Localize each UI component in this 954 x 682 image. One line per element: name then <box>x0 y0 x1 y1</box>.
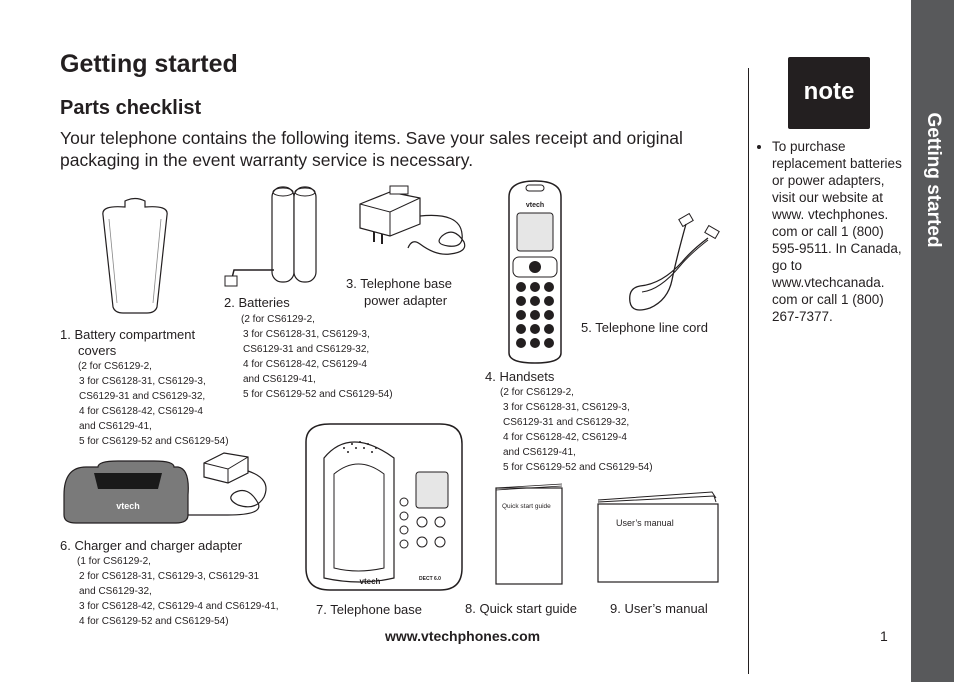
charger-illustration <box>58 445 288 530</box>
item-7-label: 7. Telephone base <box>316 602 423 617</box>
item-4-detail: and CS6129-41, <box>503 447 576 458</box>
item-4-detail: (2 for CS6129-2, <box>500 387 574 398</box>
item-6-label: 6. Charger and charger adapter <box>60 538 243 553</box>
item-6-detail: 4 for CS6129-52 and CS6129-54) <box>79 616 229 627</box>
item-3-label-cont: power adapter <box>364 293 448 308</box>
telephone-base-illustration <box>300 418 470 598</box>
item-1-detail: CS6129-31 and CS6129-32, <box>79 391 206 402</box>
item-3-label: 3. Telephone base <box>346 276 453 291</box>
item-6-detail: 3 for CS6128-42, CS6129-4 and CS6129-41, <box>79 601 279 612</box>
section-title: Parts checklist <box>60 97 202 119</box>
handset-brand: vtech <box>525 202 545 209</box>
quick-start-cover-text: Quick start guide <box>502 503 551 510</box>
page-number: 1 <box>880 628 888 644</box>
power-adapter-illustration <box>350 182 475 272</box>
item-5-label: 5. Telephone line cord <box>581 320 708 335</box>
side-tab-label: Getting started <box>922 112 944 248</box>
base-dect: DECT 6.0 <box>419 576 441 582</box>
quick-start-guide-illustration <box>494 482 566 586</box>
item-2-detail: 5 for CS6129-52 and CS6129-54) <box>243 389 393 400</box>
users-manual-cover-text: User’s manual <box>616 518 674 528</box>
item-4-detail: 4 for CS6128-42, CS6129-4 <box>503 432 627 443</box>
item-2-detail: CS6129-31 and CS6129-32, <box>243 344 370 355</box>
item-2-detail: 4 for CS6128-42, CS6129-4 <box>243 359 367 370</box>
item-9-label: 9. User’s manual <box>610 601 708 616</box>
item-2-detail: (2 for CS6129-2, <box>241 314 315 325</box>
item-8-label: 8. Quick start guide <box>465 601 577 616</box>
note-body <box>754 138 904 325</box>
item-4-label: 4. Handsets <box>485 369 555 384</box>
item-6-detail: and CS6129-32, <box>79 586 152 597</box>
handset-illustration <box>503 177 568 367</box>
users-manual-illustration <box>594 488 722 584</box>
battery-cover-illustration <box>95 195 175 320</box>
base-brand: vtech <box>359 577 381 586</box>
page-title: Getting started <box>60 50 238 78</box>
intro-paragraph: Your telephone contains the following items. Save your sales receipt and original packaging in the event warranty service is necessary. <box>60 128 683 170</box>
item-1-label-cont: covers <box>78 343 117 358</box>
charger-brand: vtech <box>116 501 140 511</box>
item-1-detail: 3 for CS6128-31, CS6129-3, <box>79 376 206 387</box>
item-1-detail: and CS6129-41, <box>79 421 152 432</box>
item-2-detail: 3 for CS6128-31, CS6129-3, <box>243 329 370 340</box>
item-6-detail: 2 for CS6128-31, CS6129-3, CS6129-31 <box>79 571 260 582</box>
item-2-label: 2. Batteries <box>224 295 290 310</box>
item-4-detail: 3 for CS6128-31, CS6129-3, <box>503 402 630 413</box>
side-tab-label-wrap <box>911 112 954 248</box>
line-cord-illustration <box>622 210 732 320</box>
column-divider <box>748 68 749 674</box>
item-1-detail: 4 for CS6128-42, CS6129-4 <box>79 406 203 417</box>
item-4-detail: CS6129-31 and CS6129-32, <box>503 417 630 428</box>
side-tab <box>911 0 954 682</box>
item-1-label: 1. Battery compartment <box>60 327 196 342</box>
item-2-detail: and CS6129-41, <box>243 374 316 385</box>
footer-url[interactable]: www.vtechphones.com <box>385 628 541 644</box>
item-6-detail: (1 for CS6129-2, <box>77 556 151 567</box>
item-1-detail: 5 for CS6129-52 and CS6129-54) <box>79 436 229 447</box>
item-1-detail: (2 for CS6129-2, <box>78 361 152 372</box>
item-4-detail: 5 for CS6129-52 and CS6129-54) <box>503 462 653 473</box>
batteries-illustration <box>222 182 322 292</box>
note-bullet: • To purchase replacement batteries or power adapters, visit our website at www. vtechphones. com or call 1 (800) 595-9511. In Canada, go to www.vtechcanada. com or call 1 (800) 267-7377. <box>772 138 904 325</box>
note-badge: note <box>788 57 870 129</box>
